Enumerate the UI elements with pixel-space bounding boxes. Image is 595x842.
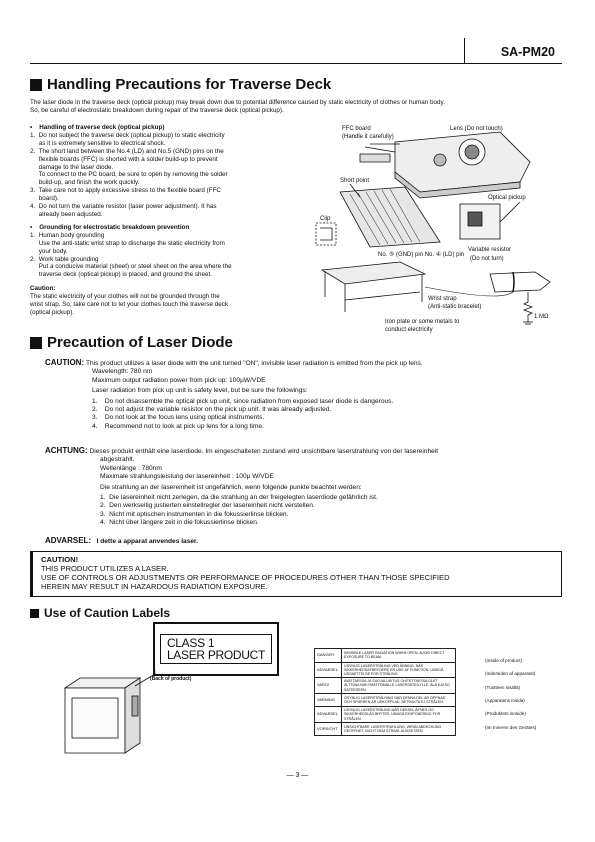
- label-wrist-strap-note: (Anti-static bracelet): [428, 304, 482, 310]
- model-number: SA-PM20: [500, 45, 555, 59]
- section-labels-title: Use of Caution Labels: [30, 606, 170, 620]
- warning-row: [315, 707, 456, 723]
- warning-text: UNSICHTBARE LASERSTRAHLUNG, WENN ABDECKUNG GEÖFFNET. NICHT DEM STRAHL AUSSETZEN.: [342, 722, 456, 736]
- bullet-square-icon: [30, 337, 42, 349]
- handling-item: 1. Do not subject the traverse deck (optical pickup) to static electricity: [30, 131, 225, 139]
- label-clip: Clip: [320, 216, 331, 222]
- warning-language: VORSICHT: [315, 722, 342, 736]
- label-ffc-note: (Handle it carefully): [342, 134, 394, 140]
- caution-heading: Caution:: [30, 285, 56, 293]
- multilingual-warning-label: [314, 648, 456, 736]
- bullet-square-icon: [30, 79, 42, 91]
- grounding-item: 2. Work table grounding: [30, 255, 99, 263]
- caution-de-text2: abgestrahlt.: [100, 456, 135, 464]
- caution-da-text: I dette a apparat anvendes laser.: [96, 538, 199, 545]
- grounding-item: Put a conducive material (sheet) or steel sheet on the area where the: [30, 263, 232, 271]
- section-laser: [30, 334, 233, 351]
- caution-de-item: 2. Den werkseitig justierten einstellregler der lasereinheit nicht verstellen.: [100, 502, 315, 510]
- grounding-item: traverse deck (optical pickup) is placed, and ground the sheet.: [30, 271, 213, 279]
- caution-line: The static electricity of your clothes will not be grounded through the: [30, 293, 220, 301]
- caution-de-max-output: Maximale strahlungsleistung der lasereinheit : 100µ W/VDE: [100, 473, 274, 481]
- handling-heading: • Handling of traverse deck (optical pickup): [30, 124, 165, 131]
- caution-line: wrist strap. So, take care not to let your clothes touch the traverse deck: [30, 301, 229, 309]
- handling-item: 4. Do not turn the variable resistor (laser power adjustment). It has: [30, 203, 217, 211]
- back-of-product-label: (Back of product): [150, 676, 192, 682]
- caution-de-item: 4. Nicht über längere zeit in die fokussierlinse blicken.: [100, 519, 259, 527]
- class1-line-2: LASER PRODUCT: [166, 648, 266, 662]
- caution-en-item: 2. Do not adjust the variable resistor on the pick up unit. It was already adjusted.: [92, 406, 332, 414]
- handling-item: 3. Take care not to apply excessive stress to the flexible board (FFC: [30, 187, 221, 195]
- caution-en-text: This product utilizes a laser diode with the unit turned "ON", invisible laser radiation is emitted from the pick up lens.: [85, 360, 423, 367]
- handling-item: flexible boards (FFC) is shorted with a solder build-up to prevent: [30, 155, 218, 163]
- warning-text: INVISIBLE LASER RADIATION WHEN OPEN. AVOID DIRECT EXPOSURE TO BEAM.: [342, 649, 456, 663]
- page-number: — 3 —: [286, 772, 309, 779]
- warning-language: DANGER: [315, 649, 342, 663]
- caution-de-text: Dieses produkt enthält eine laserdiode. Im eingeschalteten zustand wird unsichtbare laserstrahlung von der lasereinheit: [89, 448, 439, 455]
- label-iron-plate: Iron plate or some metals to: [385, 319, 460, 325]
- caution-de-item: 1. Die lasereinheit nicht zerlegen, da die strahlung an der freigelegten laserdiode gefährlich ist.: [100, 494, 378, 502]
- caution-en-wavelength: Wavelength: 780 nm: [92, 368, 153, 376]
- caution-en-items: [45, 398, 565, 432]
- warning-language: ADVARSEL: [315, 662, 342, 678]
- warning-row: [315, 649, 456, 663]
- caution-da-label: ADVARSEL:: [45, 536, 92, 545]
- class1-line-1: CLASS 1: [166, 636, 215, 650]
- caution-en-label: CAUTION:: [45, 358, 85, 367]
- section-handling: [30, 76, 331, 93]
- label-pins: No. ⑤ (GND) pin No. ④ (LD) pin: [378, 252, 465, 258]
- caution-de-item: 3. Nicht mit optischen instrumenten in die fokussierlinse blicken.: [100, 510, 289, 518]
- handling-item: damage to the laser diode.: [30, 163, 114, 171]
- bullet-square-icon: [30, 609, 39, 618]
- label-short-point: Short point: [340, 178, 370, 184]
- warning-location: (Produktets innside): [485, 711, 526, 717]
- handling-list: [30, 132, 298, 219]
- warning-text: OSYNLIG LASERSTRÅLNING NÄR DENNA DEL ÄR ÖPPNAD OCH SPÄRREN ÄR URKOPPLAD. BETRAKTA EJ STRÅLEN.: [342, 693, 456, 707]
- caution-warning-box: [30, 551, 562, 597]
- caution-line: (optical pickup).: [30, 308, 75, 316]
- warning-location: (Inside of product): [485, 658, 523, 663]
- header-rule-tick: [464, 38, 465, 63]
- grounding-list: [30, 232, 298, 279]
- warning-location: (Tuotteen sisällä): [485, 684, 521, 690]
- caution-en-level: Laser radiation from pick up unit is safety level, but be sure the followings:: [92, 387, 308, 395]
- caution-de-items: [45, 494, 565, 528]
- warning-location: (Im Inneren des Gerätes): [485, 724, 537, 730]
- handling-item: 2. The short land between the No.4 (LD) and No.5 (GND) pins on the: [30, 147, 224, 155]
- warning-language: VARO!: [315, 678, 342, 694]
- caution-de-level: Die strahlung an der lasereinheit ist ungefährlich, wenn folgende punkte beachtet werden:: [100, 483, 362, 491]
- caution-de-wavelength: Wellenlänge : 780nm: [100, 464, 162, 472]
- warning-text: AVATTAESSA JA SUOJALUKITUS OHITETTAESSA OLET ALTTIINA NÄKYMÄTTÖMÄLLE LASERSÄTEILYLLE. ÄLÄ KATSO SÄTEESEEN.: [342, 678, 456, 694]
- warning-location: (Apparatens insida): [485, 697, 525, 703]
- handling-column: [30, 124, 298, 317]
- label-ffc-board: FFC board: [342, 126, 371, 132]
- handling-item: as it is extremely sensitive to electrical shock.: [30, 139, 166, 147]
- handling-item: board).: [30, 195, 59, 203]
- warning-row: [315, 678, 456, 694]
- warning-box-heading: CAUTION!: [41, 555, 79, 564]
- caution-de-block: [45, 447, 565, 528]
- warning-text: USYNLIG LASERSTRÅLING NÅR DEKSEL ÅPNES OG SIKKERHEDSLÅS BRYTES. UNNGÅ EKSPONERING FOR STRÅLEN.: [342, 707, 456, 723]
- caution-text: [30, 293, 298, 317]
- header-rule: [30, 63, 562, 64]
- warning-language: ADVARSEL: [315, 707, 342, 723]
- handling-item: already been adjusted.: [30, 210, 103, 218]
- label-variable-resistor: Variable resistor: [468, 247, 511, 253]
- class1-label-text: [160, 634, 272, 664]
- caution-en-item: 4. Recommend not to look at pick up lens for a long time.: [92, 422, 264, 430]
- warning-row: [315, 662, 456, 678]
- section-labels: [30, 606, 170, 620]
- label-wrist-strap: Wrist strap: [428, 296, 457, 302]
- caution-da-block: [45, 537, 565, 546]
- warning-box-line-3: HEREIN MAY RESULT IN HAZARDOUS RADIATION EXPOSURE.: [41, 582, 268, 591]
- grounding-heading: • Grounding for electrostatic breakdown prevention: [30, 223, 190, 231]
- handling-intro: [30, 99, 565, 115]
- warning-row: [315, 693, 456, 707]
- warning-row: [315, 722, 456, 736]
- grounding-item: Use the anti-static wrist strap to discharge the static electricity from: [30, 239, 225, 247]
- label-resistance: 1 MΩ: [534, 314, 549, 320]
- grounding-item: 1. Human body grounding: [30, 231, 105, 239]
- caution-en-max-output: Maximum output radiation power from pick up: 100µW/VDE: [92, 376, 266, 384]
- handling-item: build-up, and finish the work quickly.: [30, 179, 140, 187]
- section-laser-title: Precaution of Laser Diode: [30, 334, 233, 351]
- caution-en-block: [45, 359, 565, 431]
- caution-en-item: 3. Do not look at the focus lens using optical instruments.: [92, 414, 265, 422]
- label-variable-resistor-note: (Do not turn): [470, 256, 504, 262]
- traverse-deck-diagram: [300, 122, 565, 334]
- caution-de-label: ACHTUNG:: [45, 446, 88, 455]
- label-iron-plate-2: conduct electricity: [385, 327, 433, 333]
- handling-item: To connect to the PC board, be sure to open by removing the solder: [30, 171, 228, 179]
- warning-box-line-1: THIS PRODUCT UTILIZES A LASER.: [41, 564, 169, 573]
- warning-location: (Indersiden af apparatet): [485, 671, 536, 677]
- warning-text: USYNLIG LASERSTRÅLING VED ÅBNING, NÅR SIKKERHEDSAFBRYDERE ER UDE AF FUNKTION. UNDGÅ UDSAETTELSE FOR STRÅLING.: [342, 662, 456, 678]
- label-optical-pickup: Optical pickup: [488, 195, 526, 201]
- caution-en-item: 1. Do not disassemble the optical pick up unit, since radiation from exposed laser diode is dangerous.: [92, 397, 394, 405]
- warning-language: VARNING: [315, 693, 342, 707]
- section-handling-title: Handling Precautions for Traverse Deck: [30, 76, 331, 93]
- intro-line-2: So, be careful of electrostatic breakdown during repair of the traverse deck (optical pickup).: [30, 106, 284, 114]
- grounding-item: your body.: [30, 247, 68, 255]
- intro-line-1: The laser diode in the traverse deck (optical pickup) may break down due to potential difference caused by static electricity of clothes or human body.: [30, 99, 445, 106]
- label-lens: Lens (Do not touch): [450, 126, 503, 132]
- warning-box-line-2: USE OF CONTROLS OR ADJUSTMENTS OR PERFORMANCE OF PROCEDURES OTHER THAN THOSE SPECIFIED: [41, 573, 450, 582]
